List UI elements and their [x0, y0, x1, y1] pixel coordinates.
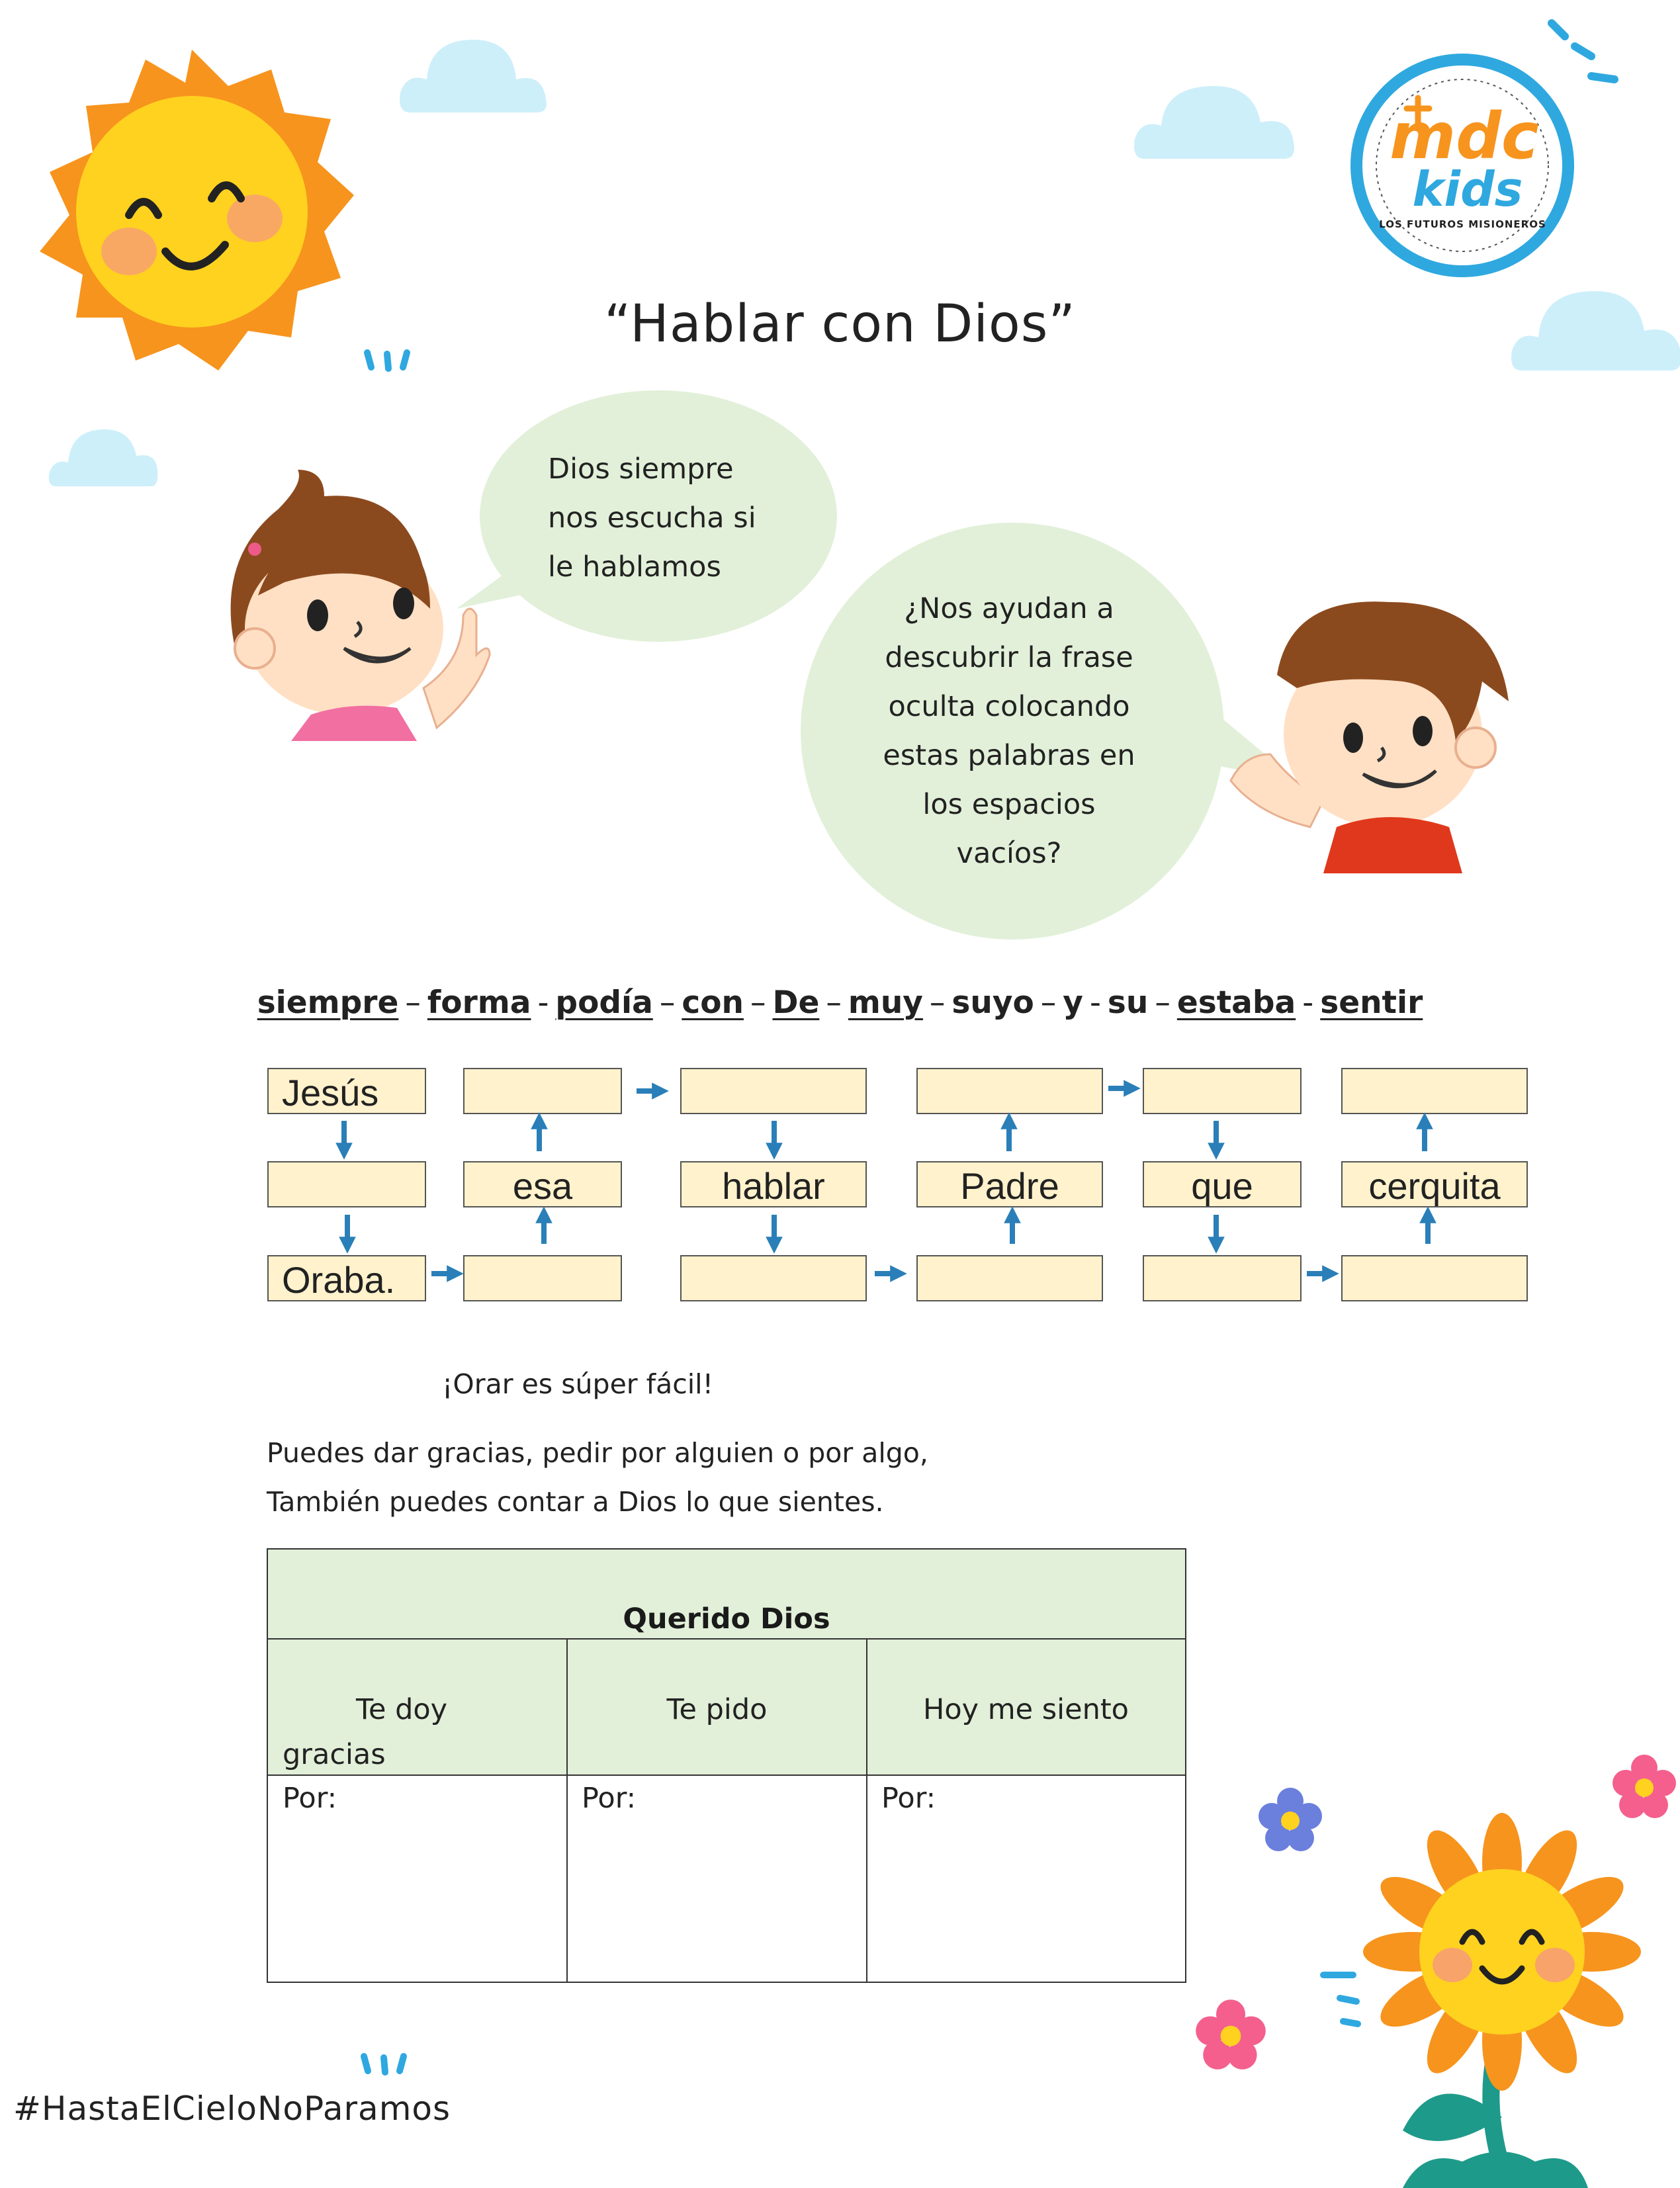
table-subheader [268, 1640, 567, 1776]
word-separator: – [405, 985, 421, 1021]
word-separator: - [1302, 985, 1314, 1021]
table-subheader [867, 1640, 1185, 1776]
column-title: Hoy me siento [923, 1693, 1129, 1726]
splash-icon [357, 2051, 417, 2078]
word-bank-word: forma [427, 985, 531, 1021]
flower-icon [1611, 1753, 1677, 1819]
footer-hashtag: #HastaElCieloNoParamos [13, 2089, 451, 2128]
cell-label: Por: [582, 1782, 637, 1815]
bubble-line: ¿Nos ayudan a [904, 592, 1114, 625]
puzzle-cell[interactable]: Jesús [267, 1068, 426, 1114]
word-bank-word: De [772, 985, 820, 1021]
bubble-line: vacíos? [956, 837, 1062, 870]
puzzle-cell[interactable]: esa [463, 1161, 622, 1207]
bubble-line: oculta colocando [888, 690, 1130, 723]
word-bank-word: muy [848, 985, 923, 1021]
table-cell[interactable] [567, 1776, 867, 1982]
column-divider [566, 1640, 568, 1983]
splash-icon [1317, 1968, 1370, 2028]
bubble-line: descubrir la frase [885, 641, 1133, 674]
puzzle-cell[interactable]: Padre [916, 1161, 1103, 1207]
bubble-line: le hablamos [548, 550, 721, 584]
word-bank-word: podía [555, 985, 653, 1021]
cell-label: Por: [881, 1782, 936, 1815]
sunflower-icon [1363, 1813, 1648, 2188]
logo-sub-text: kids [1412, 161, 1523, 217]
word-separator: – [1155, 985, 1171, 1021]
column-title: Te pido [666, 1693, 768, 1726]
prayer-table [267, 1548, 1186, 1983]
table-header [268, 1550, 1185, 1640]
word-bank-word: sentir [1320, 985, 1423, 1021]
column-title: gracias [283, 1738, 386, 1771]
flower-icon [1194, 1998, 1267, 2071]
puzzle-cell[interactable]: que [1143, 1161, 1302, 1207]
instructions-line: Puedes dar gracias, pedir por alguien o por algo, [267, 1437, 928, 1469]
word-separator: – [750, 985, 766, 1021]
bubble-line: estas palabras en [883, 739, 1135, 772]
word-separator: - [537, 985, 549, 1021]
prayer-note: ¡Orar es súper fácil! [442, 1368, 713, 1400]
bubble-line: nos escucha si [548, 502, 756, 535]
word-separator: – [929, 985, 946, 1021]
puzzle-cell[interactable]: cerquita [1341, 1161, 1528, 1207]
logo-ring-text: LOS FUTUROS MISIONEROS [1379, 218, 1546, 230]
column-divider [866, 1640, 867, 1983]
word-bank-word: y [1063, 985, 1083, 1021]
word-bank-word: suyo [951, 985, 1034, 1021]
puzzle-cell[interactable]: Oraba. [267, 1255, 426, 1301]
word-bank-word: con [682, 985, 744, 1021]
column-title: Te doy [356, 1693, 448, 1726]
word-separator: – [826, 985, 842, 1021]
word-bank-word: estaba [1176, 985, 1296, 1021]
bubble-line: Dios siempre [548, 453, 734, 486]
flower-icon [1257, 1786, 1323, 1853]
puzzle-cell[interactable]: hablar [680, 1161, 867, 1207]
logo-main-text: mdc [1390, 99, 1539, 173]
table-header-title: Querido Dios [623, 1602, 830, 1636]
word-separator: – [659, 985, 676, 1021]
page-title: “Hablar con Dios” [604, 294, 1076, 354]
table-subheader [567, 1640, 867, 1776]
word-bank-word: siempre [257, 985, 399, 1021]
cell-label: Por: [283, 1782, 337, 1815]
word-separator: - [1089, 985, 1101, 1021]
table-cell[interactable] [867, 1776, 1185, 1982]
table-cell[interactable] [268, 1776, 567, 1982]
bubble-line: los espacios [922, 788, 1096, 821]
word-separator: – [1040, 985, 1057, 1021]
instructions-line: También puedes contar a Dios lo que sientes. [267, 1486, 884, 1518]
word-bank-word: su [1107, 985, 1149, 1021]
